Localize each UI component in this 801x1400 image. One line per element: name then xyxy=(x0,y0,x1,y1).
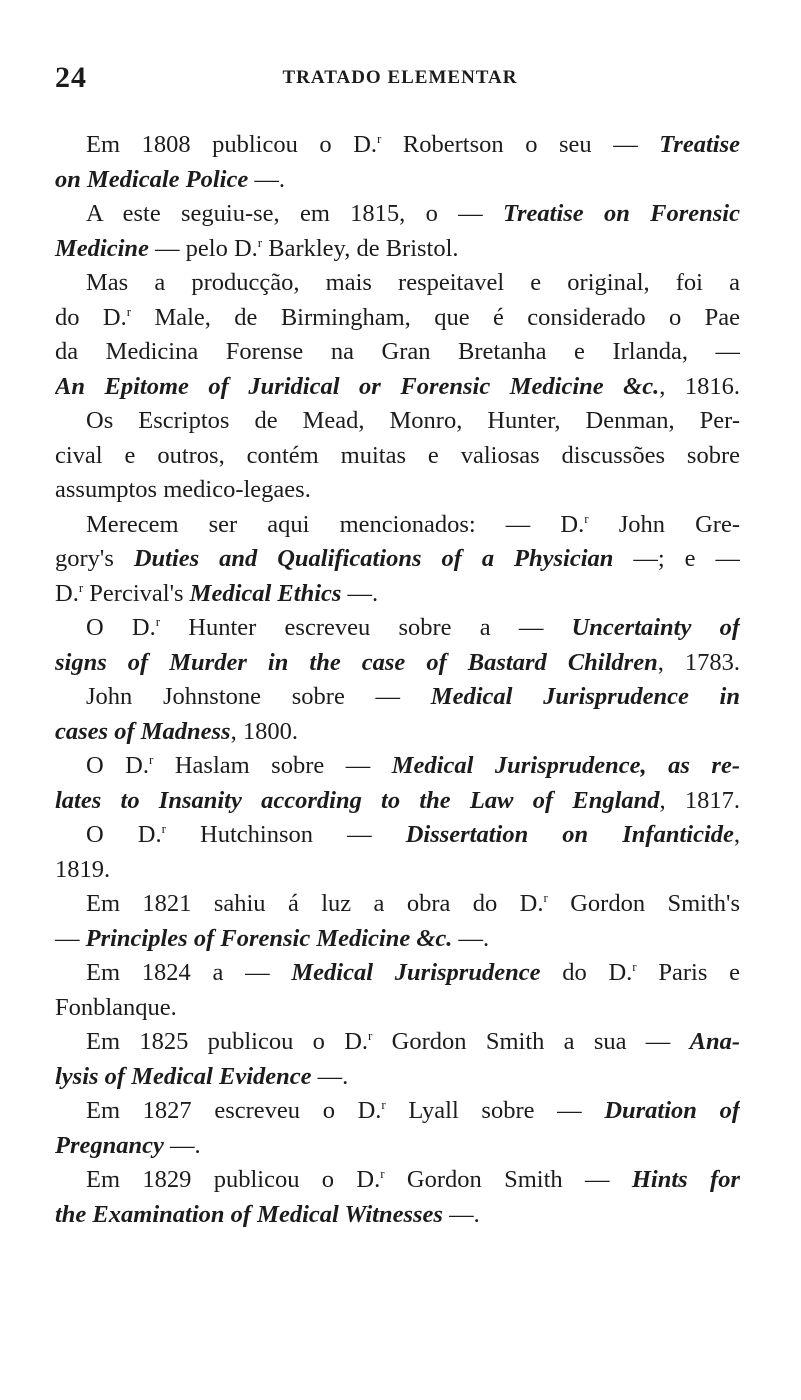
text-line xyxy=(55,439,740,474)
text-run: Gordon Smith a sua — xyxy=(372,1028,690,1055)
text-run: John Johnstone sobre — xyxy=(86,683,431,710)
text-run: Os Escriptos de Mead, Monro, Hunter, Denman, Per- xyxy=(86,407,740,434)
text-line xyxy=(55,1163,740,1198)
text-line xyxy=(55,956,740,991)
italic-title: &c. xyxy=(623,372,660,400)
text-run: Gordon Smith's xyxy=(547,890,740,917)
text-run: Paris e xyxy=(636,959,740,986)
text-run: John Gre- xyxy=(588,510,740,538)
italic-title: Hints for xyxy=(631,1166,740,1193)
text-line xyxy=(55,715,740,750)
superscript: r xyxy=(368,1028,373,1043)
superscript: r xyxy=(632,959,637,974)
text-run: assumptos medico-legaes. xyxy=(55,476,311,503)
text-run: , 1800. xyxy=(230,717,298,745)
italic-title: cases of Madness xyxy=(55,717,231,745)
text-line xyxy=(55,887,740,922)
text-run: Percival's xyxy=(83,579,190,607)
italic-title: Medical Jurisprudence xyxy=(291,959,541,986)
text-run: —. xyxy=(452,924,490,952)
superscript: r xyxy=(543,890,548,905)
text-run: Barkley, de Bristol. xyxy=(262,234,459,262)
text-run: A este seguiu-se, em 1815, o — xyxy=(86,200,503,227)
text-run: O D. xyxy=(86,614,156,641)
text-run: Fonblanque. xyxy=(55,993,177,1021)
page-header xyxy=(55,58,745,98)
italic-title: Medical Jurisprudence in xyxy=(430,683,740,710)
text-run: , 1783. xyxy=(657,648,740,676)
italic-title: Principles of Forensic Medicine xyxy=(85,924,411,952)
superscript: r xyxy=(126,303,132,319)
text-line xyxy=(55,749,740,784)
text-run: Hutchinson — xyxy=(165,821,406,848)
text-run: Em 1808 publicou o D. xyxy=(86,131,378,158)
text-line xyxy=(55,611,740,646)
text-line xyxy=(55,1094,740,1129)
italic-title: Dissertation on Infanticide xyxy=(405,821,734,848)
text-run: Merecem ser aqui mencionados: — D. xyxy=(86,510,585,538)
text-run: —. xyxy=(341,579,379,607)
text-run: Gordon Smith — xyxy=(384,1166,632,1193)
text-run: , xyxy=(733,821,740,848)
superscript: r xyxy=(155,614,161,629)
text-run: Em 1827 escreveu o D. xyxy=(86,1097,382,1124)
text-line xyxy=(55,1060,740,1095)
text-line xyxy=(55,1198,740,1233)
text-line xyxy=(55,370,740,405)
italic-title: Treatise on Forensic xyxy=(502,200,740,227)
superscript: r xyxy=(78,579,84,595)
text-run: Em 1825 publicou o D. xyxy=(86,1028,369,1055)
page-number: 24 xyxy=(55,61,87,94)
text-run: —. xyxy=(248,165,285,193)
italic-title: Pregnancy xyxy=(55,1131,164,1159)
text-line xyxy=(55,163,740,198)
text-line xyxy=(55,301,740,336)
text-run: —. xyxy=(442,1200,480,1228)
superscript: r xyxy=(380,1166,385,1181)
text-line xyxy=(55,508,740,543)
italic-title: Duties and Qualifications of a Physician xyxy=(133,545,614,572)
italic-title: &c. xyxy=(416,924,453,952)
text-line xyxy=(55,335,740,370)
text-run: Em 1829 publicou o D. xyxy=(86,1166,381,1193)
italic-title: Medical Ethics xyxy=(189,579,342,607)
running-head: TRATADO ELEMENTAR xyxy=(282,67,518,88)
text-line xyxy=(55,646,740,681)
text-run: da Medicina Forense na Gran Bretanha e Irlanda, — xyxy=(55,338,740,365)
text-run: , 1816. xyxy=(659,372,740,400)
superscript: r xyxy=(377,131,382,146)
text-line xyxy=(55,128,740,163)
text-line xyxy=(55,784,740,819)
superscript: r xyxy=(149,752,154,767)
text-run: Lyall sobre — xyxy=(385,1097,605,1124)
text-line xyxy=(55,542,740,577)
text-line xyxy=(55,991,740,1026)
superscript: r xyxy=(161,821,166,836)
text-line xyxy=(55,404,740,439)
text-line xyxy=(55,1129,740,1164)
text-run: Hunter escreveu sobre a — xyxy=(160,614,572,641)
italic-title: Treatise xyxy=(659,131,740,158)
italic-title: on Medicale Police xyxy=(55,165,249,193)
italic-title: Duration of xyxy=(604,1097,740,1124)
text-run: do D. xyxy=(540,959,633,986)
italic-title: Medical Jurisprudence, as re- xyxy=(391,752,740,779)
text-run: —. xyxy=(163,1131,201,1159)
italic-title: Uncertainty of xyxy=(571,614,740,641)
superscript: r xyxy=(257,234,263,250)
text-line xyxy=(55,922,740,957)
text-line xyxy=(55,680,740,715)
text-run: Em 1821 sahiu á luz a obra do D. xyxy=(86,890,544,917)
text-line xyxy=(55,473,740,508)
italic-title: An Epitome of Juridical or Forensic Medicine xyxy=(55,372,604,400)
text-run: Haslam sobre — xyxy=(153,752,392,779)
text-run: O D. xyxy=(86,821,162,848)
italic-title: lates to Insanity according to the Law of England xyxy=(55,786,660,814)
text-line xyxy=(55,266,740,301)
text-run: 1819. xyxy=(55,855,111,883)
italic-title: signs of Murder in the case of Bastard Children xyxy=(55,648,658,676)
text-run: D. xyxy=(55,579,79,607)
italic-title: lysis of Medical Evidence xyxy=(55,1062,312,1090)
text-run: Male, de Birmingham, que é considerado o Pae xyxy=(131,303,740,331)
text-run xyxy=(604,373,624,400)
text-run: — xyxy=(55,924,86,952)
text-run: Mas a producção, mais respeitavel e original, foi a xyxy=(86,269,740,296)
italic-title: the Examination of Medical Witnesses xyxy=(55,1200,443,1228)
text-run: Robertson o seu — xyxy=(381,131,660,158)
text-run: —; e — xyxy=(613,545,740,572)
italic-title: Medicine xyxy=(55,234,149,262)
text-run: , 1817. xyxy=(659,786,740,814)
italic-title: Ana- xyxy=(689,1028,740,1055)
text-line xyxy=(55,197,740,232)
text-line xyxy=(55,818,740,853)
text-line xyxy=(55,577,740,612)
superscript: r xyxy=(381,1097,386,1112)
text-run: cival e outros, contém muitas e valiosas discussões sobre xyxy=(55,441,740,469)
superscript: r xyxy=(584,510,589,526)
body-text xyxy=(55,128,740,1232)
text-run: Em 1824 a — xyxy=(86,959,292,986)
text-line xyxy=(55,232,740,267)
text-run: — pelo D. xyxy=(148,234,258,262)
text-run: do D. xyxy=(55,303,127,331)
text-line xyxy=(55,853,740,888)
text-run: O D. xyxy=(86,752,150,779)
text-run: —. xyxy=(311,1062,349,1090)
text-line xyxy=(55,1025,740,1060)
text-run: gory's xyxy=(55,545,134,572)
